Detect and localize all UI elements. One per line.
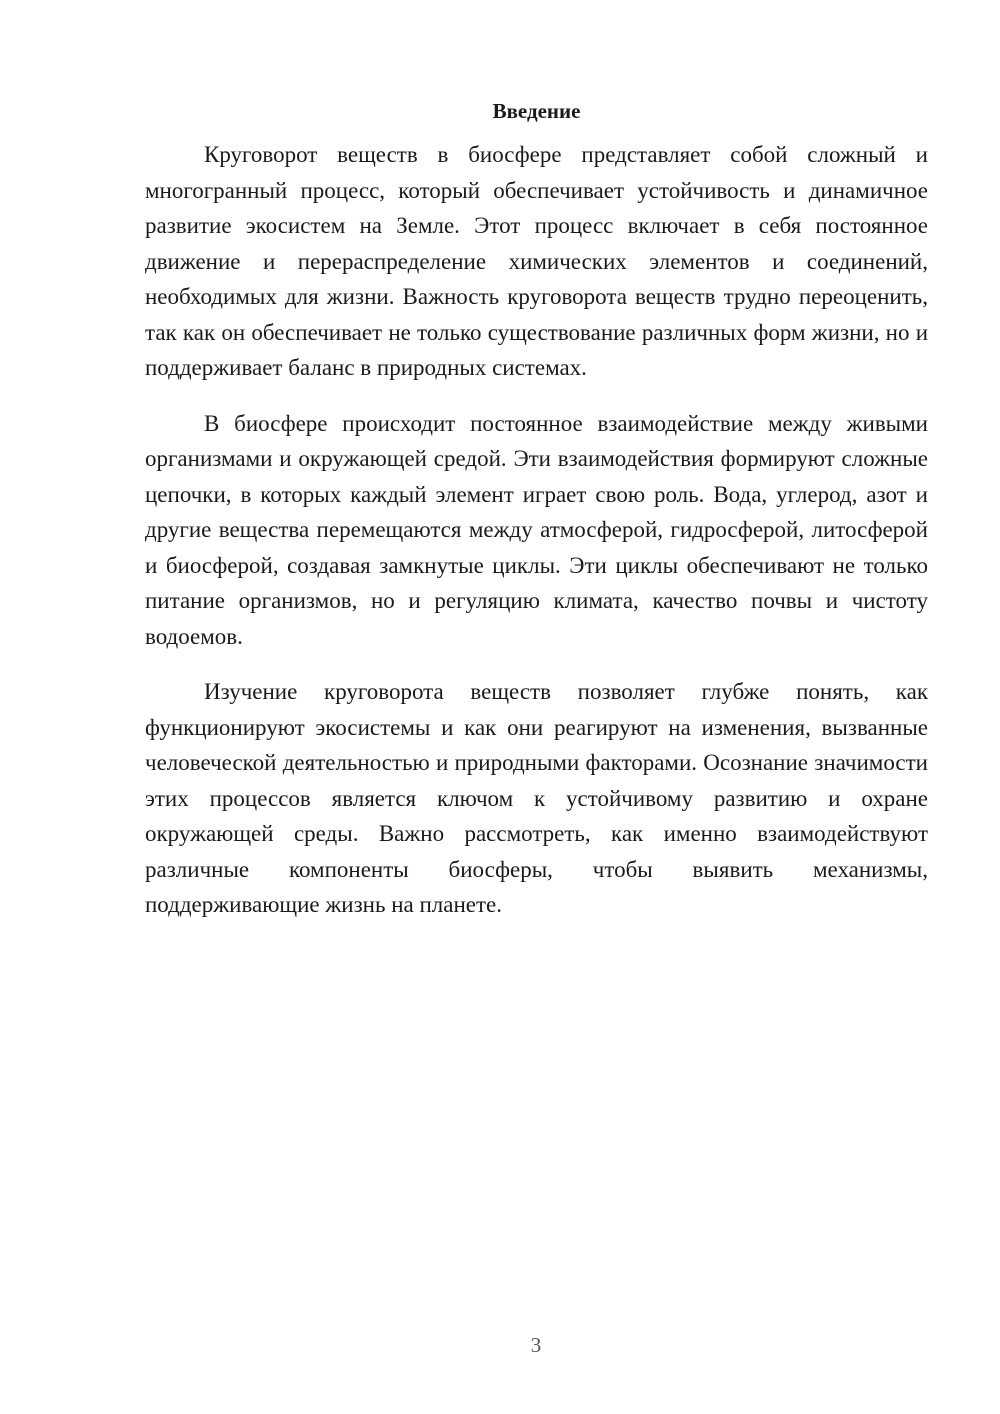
paragraph-intro: Круговорот веществ в биосфере представляет собой сложный и многогранный процесс, который обеспечивает устойчивость и динамичное развитие экосистем на Земле. Этот процесс включает в себя постоянное движение и перераспределение химических элементов и соединений, необходимых для жизни. Важность круговорота веществ трудно переоценить, так как он обеспечивает не только существование различных форм жизни, но и поддерживает баланс в природных системах. <box>145 142 928 380</box>
document-page <box>145 96 928 943</box>
paragraph-study: Изучение круговорота веществ позволяет глубже понять, как функционируют экосистемы и как они реагируют на изменения, вызванные человеческой деятельностью и природными факторами. Осознание значимости этих процессов является ключом к устойчивому развитию и охране окружающей среды. Важно рассмотреть, как именно взаимодействуют различные компоненты биосферы, чтобы выявить механизмы, поддерживающие жизнь на планете. <box>145 679 928 917</box>
page-number: 3 <box>530 1333 542 1357</box>
paragraph-interactions: В биосфере происходит постоянное взаимодействие между живыми организмами и окружающей средой. Эти взаимодействия формируют сложные цепочки, в которых каждый элемент играет свою роль. Вода, углерод, азот и другие вещества перемещаются между атмосферой, гидросферой, литосферой и биосферой, создавая замкнутые циклы. Эти циклы обеспечивают не только питание организмов, но и регуляцию климата, качество почвы и чистоту водоемов. <box>145 410 928 649</box>
section-title: Введение <box>492 99 581 123</box>
